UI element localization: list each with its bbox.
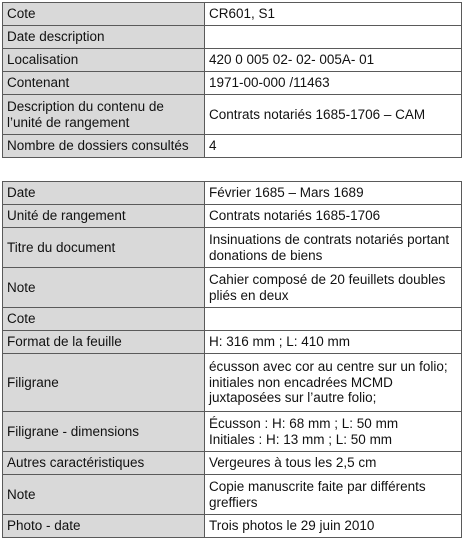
row-value-filigrane: écusson avec cor au centre sur un folio; initiales non encadrées MCMD juxtaposées sur l’autre folio; <box>205 354 462 412</box>
table-row <box>3 354 462 412</box>
table-row <box>3 95 462 135</box>
row-label-description-contenu: Description du contenu de l’unité de rangement <box>3 95 205 135</box>
row-label-nombre-dossiers: Nombre de dossiers consultés <box>3 135 205 158</box>
row-label-cote: Cote <box>3 3 205 26</box>
table-row <box>3 3 462 26</box>
table-row <box>3 182 462 205</box>
table-row <box>3 452 462 475</box>
row-value-note-copie: Copie manuscrite faite par différents greffiers <box>205 475 462 515</box>
table-row <box>3 205 462 228</box>
row-value-date: Février 1685 – Mars 1689 <box>205 182 462 205</box>
table-row <box>3 475 462 515</box>
row-value-format-feuille: H: 316 mm ; L: 410 mm <box>205 331 462 354</box>
row-label-filigrane: Filigrane <box>3 354 205 412</box>
row-label-date: Date <box>3 182 205 205</box>
row-value-filigrane-dimensions <box>205 412 462 452</box>
row-value-description-contenu: Contrats notariés 1685-1706 – CAM <box>205 95 462 135</box>
table-row <box>3 308 462 331</box>
row-value-titre-document: Insinuations de contrats notariés portant donations de biens <box>205 228 462 268</box>
filigrane-dimension-initiales: Initiales : H: 13 mm ; L: 50 mm <box>209 431 393 447</box>
row-label-localisation: Localisation <box>3 49 205 72</box>
table-row <box>3 135 462 158</box>
table-row <box>3 268 462 308</box>
row-value-date-description <box>205 26 462 49</box>
row-label-format-feuille: Format de la feuille <box>3 331 205 354</box>
row-value-note-cahier: Cahier composé de 20 feuillets doubles pliés en deux <box>205 268 462 308</box>
table-row <box>3 72 462 95</box>
table-row <box>3 26 462 49</box>
row-label-note-copie: Note <box>3 475 205 515</box>
row-value-autres-caracteristiques: Vergeures à tous les 2,5 cm <box>205 452 462 475</box>
row-label-cote-document: Cote <box>3 308 205 331</box>
row-label-titre-document: Titre du document <box>3 228 205 268</box>
table-row <box>3 515 462 538</box>
row-label-unite-rangement: Unité de rangement <box>3 205 205 228</box>
row-value-photo-date: Trois photos le 29 juin 2010 <box>205 515 462 538</box>
row-label-filigrane-dimensions: Filigrane - dimensions <box>3 412 205 452</box>
row-value-contenant: 1971-00-000 /11463 <box>205 72 462 95</box>
table-row <box>3 331 462 354</box>
record-table-archive <box>2 2 462 158</box>
row-value-cote-document <box>205 308 462 331</box>
row-label-photo-date: Photo - date <box>3 515 205 538</box>
row-label-date-description: Date description <box>3 26 205 49</box>
filigrane-dimension-ecusson: Écusson : H: 68 mm ; L: 50 mm <box>209 416 399 431</box>
table-row <box>3 49 462 72</box>
row-value-unite-rangement: Contrats notariés 1685-1706 <box>205 205 462 228</box>
row-label-autres-caracteristiques: Autres caractéristiques <box>3 452 205 475</box>
record-table-document <box>2 181 462 538</box>
row-value-cote: CR601, S1 <box>205 3 462 26</box>
row-label-contenant: Contenant <box>3 72 205 95</box>
row-value-nombre-dossiers: 4 <box>205 135 462 158</box>
table-row <box>3 228 462 268</box>
table-row <box>3 412 462 452</box>
row-value-localisation: 420 0 005 02- 02- 005A- 01 <box>205 49 462 72</box>
row-label-note-cahier: Note <box>3 268 205 308</box>
